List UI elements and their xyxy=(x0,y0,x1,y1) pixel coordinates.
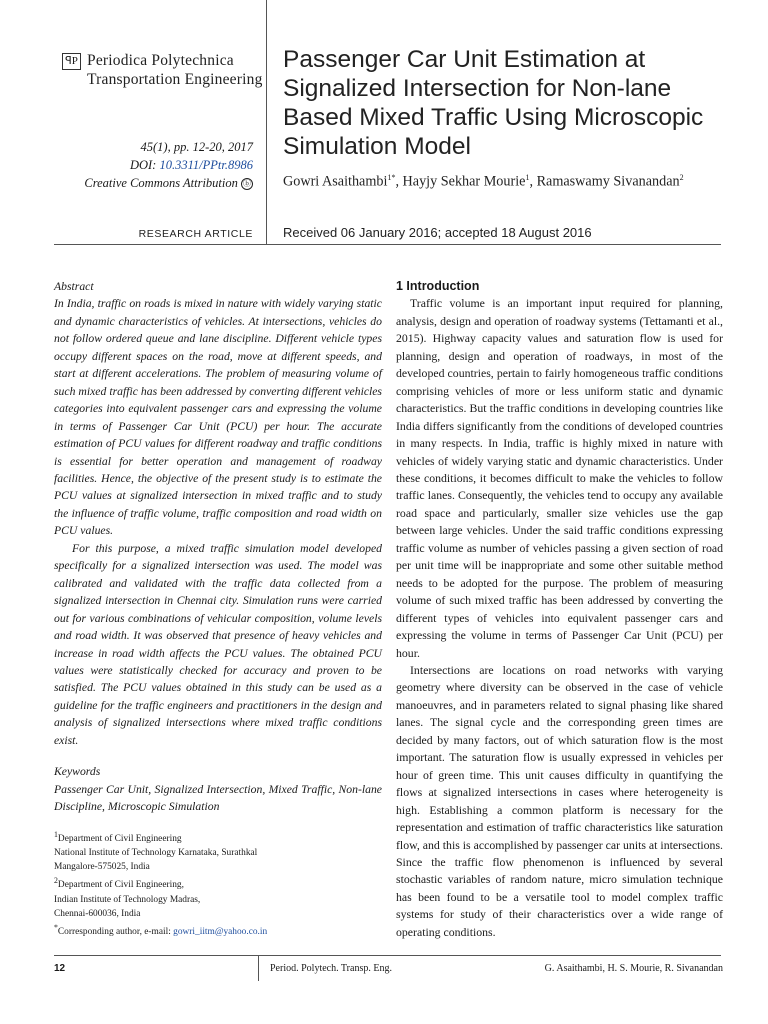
journal-name-line2: Transportation Engineering xyxy=(87,71,263,88)
left-column xyxy=(54,278,382,939)
affiliation-line: National Institute of Technology Karnataka, Surathkal xyxy=(54,847,258,858)
abstract-heading: Abstract xyxy=(54,280,94,293)
header-horizontal-rule xyxy=(54,244,721,245)
affiliation-line: Indian Institute of Technology Madras, xyxy=(54,894,201,905)
keywords-text: Passenger Car Unit, Signalized Intersection, Mixed Traffic, Non-lane Discipline, Microscopic Simulation xyxy=(54,782,382,814)
body-paragraph: Intersections are locations on road networks with varying geometry where diversity can be observed in the case of vehicle manoeuvres, and in parameters related to signal phasing like shared lanes. The signal cycle and the corresponding green times are decided by many factors, out of which saturation flow is the most important. The saturation flow is usually expressed in vehicles per hour of green time. This unit causes difficulty in quantifying the flows at signalized intersections in cases where heterogeneity is high. Establishing a common platform is necessary for the representation and estimation of traffic characteristics like saturation flow, and this is accomplished by passenger car units at intersections. Since the traffic flow phenomenon is influenced by several stochastic variables of random nature, micro simulation technique has been found to be a versatile tool to model complex traffic systems for study of their characteristics over a wide range of operating conditions. xyxy=(396,662,723,939)
abstract-paragraph: For this purpose, a mixed traffic simulation model developed specifically for a signalized intersection was used. The model was calibrated and validated with the traffic data collected from a signalized intersection in Chennai city. Simulation runs were carried out for various combinations of vehicular composition, volume levels and road width. It was observed that presence of heavy vehicles and increase in road width affects the PCU values. The obtained PCU values were statistically checked for accuracy and proven to be satisfied. The PCU values obtained in this study can be used as a guideline for the traffic engineers and practitioners in the design and analysis of signalized intersections where mixed traffic conditions exist. xyxy=(54,541,382,747)
article-type: RESEARCH ARTICLE xyxy=(138,228,253,240)
affiliation-line: Mangalore-575025, India xyxy=(54,862,150,873)
right-column xyxy=(396,278,723,941)
abstract-paragraph: In India, traffic on roads is mixed in nature with widely varying static and dynamic characteristics of vehicles. At intersections, vehicles do not follow ordered queue and lane discipline. Different vehicle types occupy different spaces on the road, move at different speeds, and start at different accelerations. The problem of measuring volume of such mixed traffic has been addressed by converting different vehicles categories into equivalent passenger cars and expressing the volume in terms of Passenger Car Unit (PCU) per hour. The accurate estimation of PCU values for different roadway and traffic conditions is essential for better operation and management of roadway facilities. Hence, the objective of the present study is to estimate the PCU values at signalized intersection in mixed traffic and to study the influence of traffic volume, traffic composition and road width on PCU values. xyxy=(54,297,382,538)
corresponding-label: Corresponding author, e-mail: xyxy=(57,927,174,938)
footer-separator xyxy=(258,955,259,981)
author-affiliation-mark: 1 xyxy=(525,173,530,182)
page-number: 12 xyxy=(54,963,66,974)
license-text: Creative Commons Attribution xyxy=(84,176,238,190)
cc-attribution-icon: ⓑ xyxy=(243,179,251,188)
body-paragraph: Traffic volume is an important input required for planning, analysis, design and operation of roadway systems (Tettamanti et al., 2015). Highway capacity values and saturation flow is used for planning, design and operation of roadways, in most of the developed countries, pertain to fairly homogeneous traffic conditions comprising vehicles of more or less uniform static and dynamic characteristics. But the traffic conditions in developing countries like India differs significantly from the conditions of developed countries in many respects. In India, traffic is highly mixed in nature with vehicles of widely varying static and dynamic characteristics. Under these conditions, it becomes difficult to make the vehicles to follow traffic lanes. Consequently, the vehicles tend to occupy any available road space and particularly, smaller size vehicles use the gap between large vehicles. Under the said traffic conditions expressing traffic volume as number of vehicles passing a given section of road per unit time will be inappropriate and some other suitable method needs to be adopted for the purpose. The problem of measuring volume of such mixed traffic has been addressed by converting the different types of vehicles into equivalent passenger cars and expressing the volume in terms of Passenger Car Unit (PCU) per hour. xyxy=(396,296,723,660)
journal-logo-icon: ꟼP xyxy=(62,53,81,70)
affiliation-line: Chennai-600036, India xyxy=(54,908,141,919)
header-vertical-rule xyxy=(266,0,267,244)
section-heading: 1 Introduction xyxy=(396,279,480,293)
volume-info: 45(1), pp. 12-20, 2017 xyxy=(140,140,253,154)
affiliation-text: Department of Civil Engineering xyxy=(57,833,182,844)
journal-name-line1: Periodica Polytechnica xyxy=(87,52,234,69)
journal-logo xyxy=(62,51,263,89)
author-affiliation-mark: 1* xyxy=(387,173,396,182)
keywords-heading: Keywords xyxy=(54,765,101,779)
affiliations xyxy=(54,828,382,940)
author-name: Gowri Asaithambi xyxy=(283,173,388,190)
footer-authors: G. Asaithambi, H. S. Mourie, R. Sivanandan xyxy=(544,963,723,974)
footer-rule xyxy=(54,955,721,956)
affiliation-line xyxy=(54,828,382,846)
keywords-section xyxy=(54,763,382,815)
email-link[interactable]: gowri_iitm@yahoo.co.in xyxy=(173,927,268,938)
article-title: Passenger Car Unit Estimation at Signalized Intersection for Non-lane Based Mixed Traffic Using Microscopic Simulation Model xyxy=(283,46,704,160)
doi-link[interactable]: 10.3311/PPtr.8986 xyxy=(159,158,253,172)
received-dates: Received 06 January 2016; accepted 18 August 2016 xyxy=(283,225,592,240)
author-name: Ramaswamy Sivanandan xyxy=(536,173,680,190)
abstract-section xyxy=(54,278,382,749)
author-list: Gowri Asaithambi$^{1*}$, Hayjy Sekhar Mourie$^1$, Ramaswamy Sivanandan$^2$ xyxy=(283,173,684,190)
journal-name xyxy=(87,51,263,89)
doi-label: DOI: xyxy=(129,158,160,172)
affiliation-line xyxy=(54,874,382,892)
corresponding-author xyxy=(54,921,382,939)
license-line xyxy=(84,174,253,192)
footer-journal: Period. Polytech. Transp. Eng. xyxy=(270,963,392,974)
affiliation-mark: 2 xyxy=(54,876,58,886)
author-affiliation-mark: 2 xyxy=(679,173,684,182)
doi-line xyxy=(130,156,253,174)
author-name: Hayjy Sekhar Mourie xyxy=(402,173,526,190)
affiliation-mark: 1 xyxy=(54,829,58,839)
affiliation-text: Department of Civil Engineering, xyxy=(57,880,184,891)
corresponding-mark: * xyxy=(54,923,58,933)
